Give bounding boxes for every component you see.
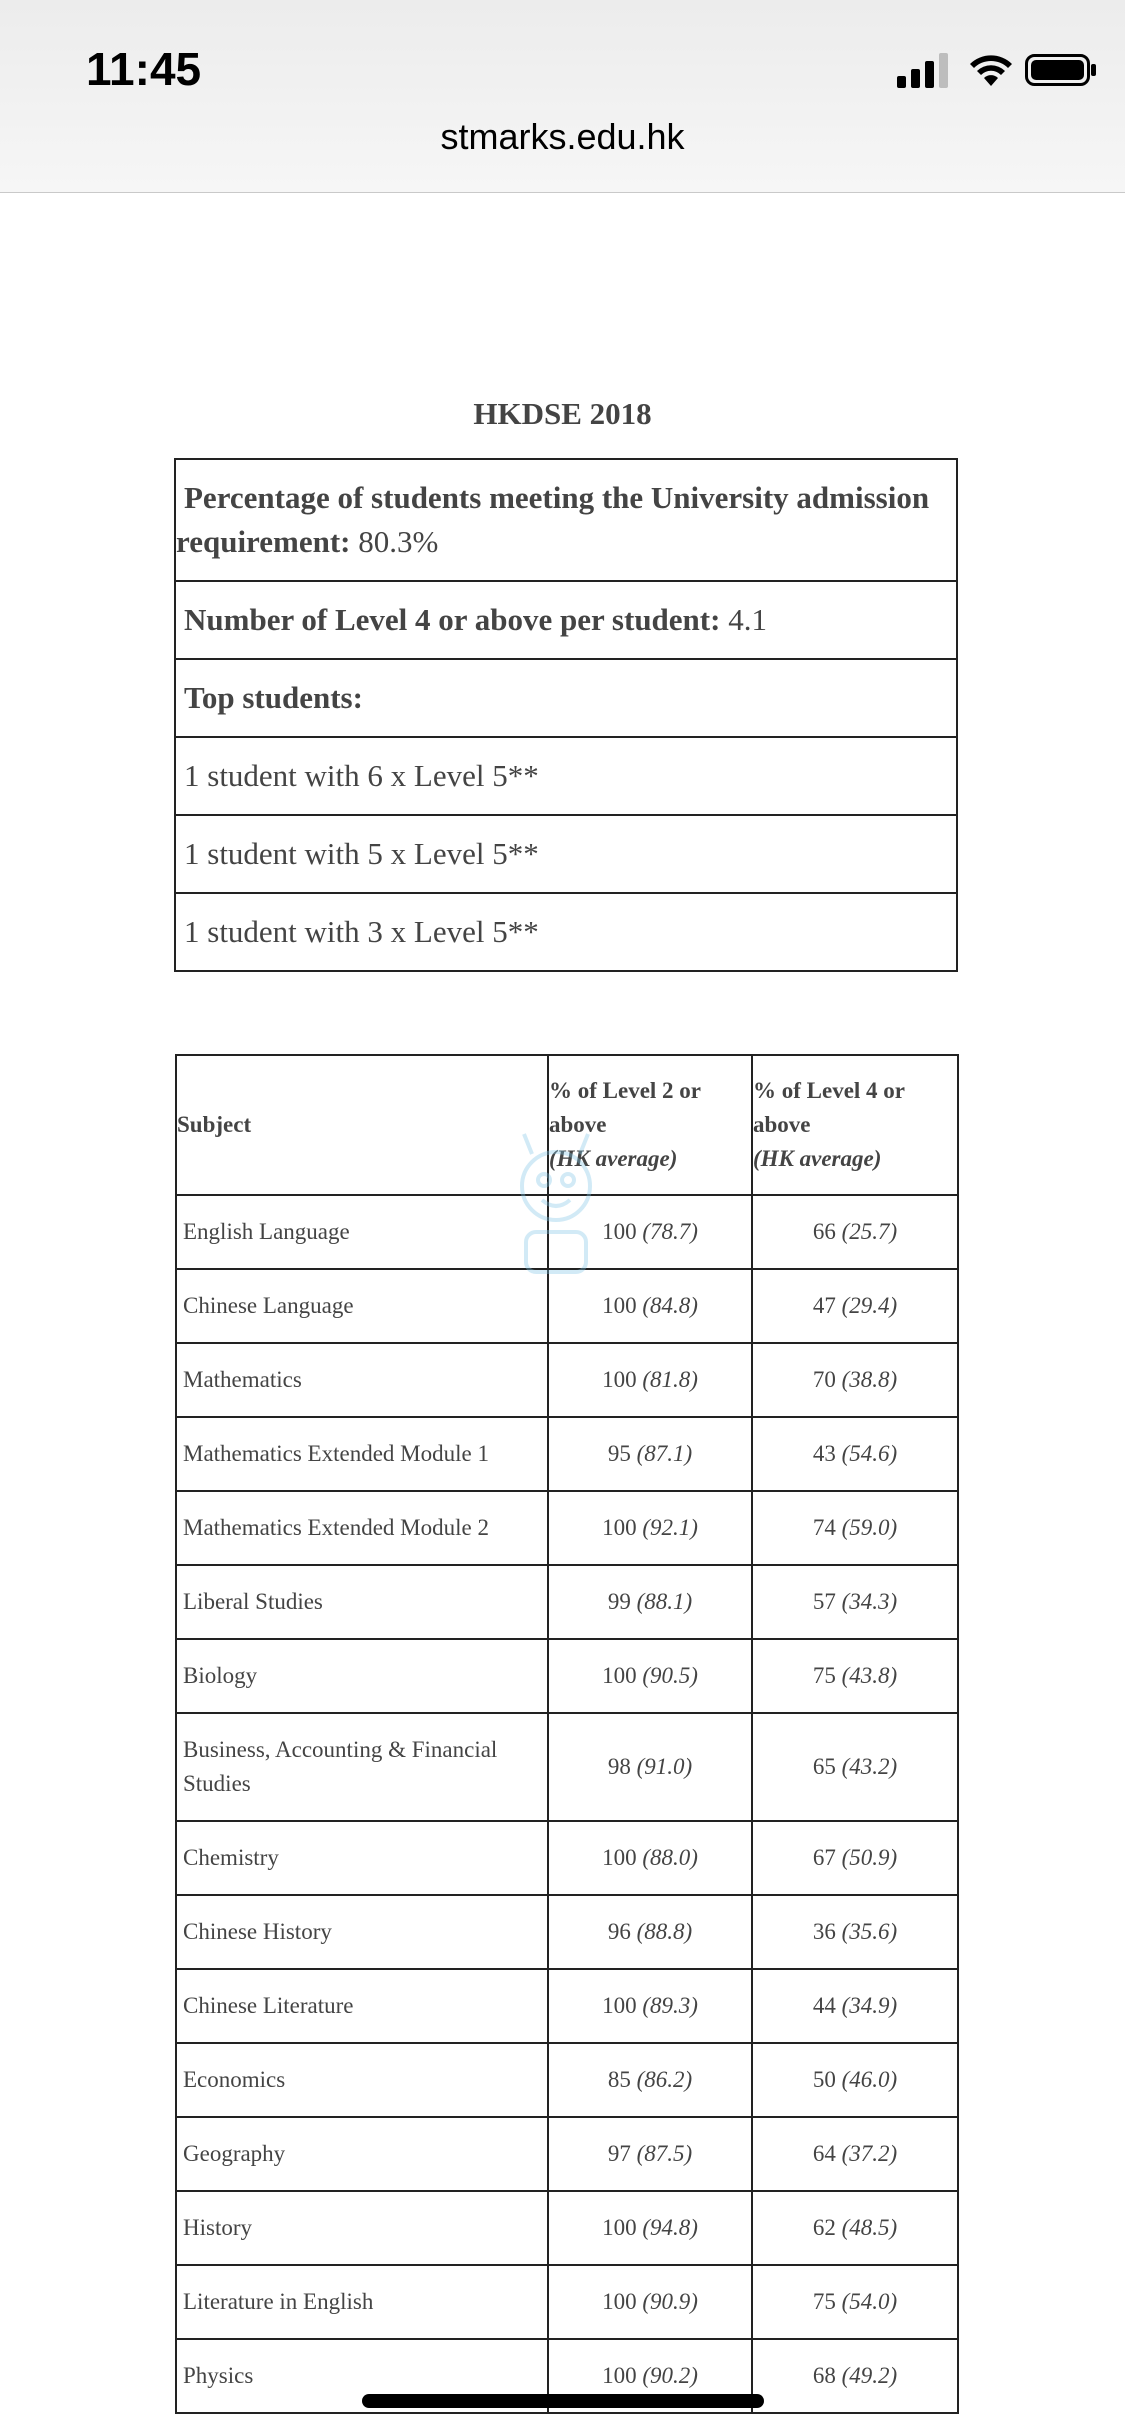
level2-cell-hk-average: (94.8) (642, 2215, 698, 2240)
level4-cell (175, 581, 957, 659)
top-students-label: Top students: (184, 680, 363, 715)
status-time: 11:45 (86, 43, 202, 95)
top-student-row (175, 893, 957, 971)
signal-icon (897, 52, 957, 88)
subject-cell: Geography (176, 2117, 548, 2191)
level2-cell-hk-average: (88.0) (642, 1845, 698, 1870)
top-student-row (175, 737, 957, 815)
level4-cell-hk-average: (25.7) (841, 1219, 898, 1244)
level2-cell-hk-average: (88.8) (636, 1919, 693, 1944)
level4-cell (752, 2265, 958, 2339)
level4-cell-hk-average: (29.4) (841, 1293, 898, 1318)
level4-cell (752, 1821, 958, 1895)
table-row (176, 2191, 958, 2265)
level2-cell-value: 100 (602, 1845, 637, 1870)
browser-top-bar (0, 0, 1125, 193)
top-student-row (175, 815, 957, 893)
subject-header: Subject (176, 1055, 548, 1195)
level2-cell (548, 2191, 752, 2265)
level4-cell-value: 50 (812, 2067, 836, 2092)
level4-cell-value: 47 (812, 1293, 836, 1318)
level4-cell (752, 1343, 958, 1417)
level2-cell (548, 1417, 752, 1491)
admission-cell (175, 459, 957, 581)
subject-cell: Biology (176, 1639, 548, 1713)
level2-cell (548, 1565, 752, 1639)
level4-cell-hk-average: (46.0) (841, 2067, 898, 2092)
level4-cell-hk-average: (34.9) (841, 1993, 898, 2018)
level4-cell-hk-average: (43.8) (841, 1663, 898, 1688)
subject-cell: Literature in English (176, 2265, 548, 2339)
level2-cell-hk-average: (78.7) (642, 1219, 698, 1244)
top-students-row (175, 659, 957, 737)
level2-cell-hk-average: (86.2) (636, 2067, 693, 2092)
level2-cell-hk-average: (81.8) (642, 1367, 698, 1392)
level4-cell-value: 64 (812, 2141, 836, 2166)
level4-cell-value: 43 (812, 1441, 836, 1466)
level2-cell-value: 100 (602, 1219, 637, 1244)
level2-cell-value: 99 (607, 1589, 631, 1614)
address-bar-url[interactable]: stmarks.edu.hk (440, 116, 685, 157)
level4-cell-hk-average: (43.2) (841, 1754, 898, 1779)
table-row (176, 1639, 958, 1713)
top-student-item: 1 student with 3 x Level 5** (175, 893, 957, 971)
level2-cell (548, 2117, 752, 2191)
level4-cell (752, 1491, 958, 1565)
results-body (176, 1195, 958, 2413)
subject-cell: Business, Accounting & Financial Studies (176, 1713, 548, 1821)
admission-row (175, 459, 957, 581)
level4-cell (752, 2117, 958, 2191)
level2-cell (548, 2043, 752, 2117)
level2-cell-hk-average: (87.5) (636, 2141, 693, 2166)
level4-cell-hk-average: (49.2) (841, 2363, 898, 2388)
subject-cell: Chemistry (176, 1821, 548, 1895)
level4-cell-value: 70 (812, 1367, 836, 1392)
level4-value: 4.1 (728, 602, 767, 637)
level2-cell-hk-average: (88.1) (636, 1589, 693, 1614)
level4-cell-value: 62 (812, 2215, 836, 2240)
table-row (176, 1565, 958, 1639)
level4-cell-value: 57 (812, 1589, 836, 1614)
level4-cell (752, 1269, 958, 1343)
level4-cell (752, 2191, 958, 2265)
level2-cell-value: 100 (602, 2289, 637, 2314)
level4-cell-value: 74 (812, 1515, 836, 1540)
level2-cell-hk-average: (87.1) (636, 1441, 693, 1466)
level4-cell-hk-average: (50.9) (841, 1845, 898, 1870)
level2-cell-value: 97 (607, 2141, 631, 2166)
level2-cell (548, 1895, 752, 1969)
level2-cell-hk-average: (90.2) (642, 2363, 698, 2388)
level4-cell-hk-average: (37.2) (841, 2141, 898, 2166)
wifi-icon (967, 52, 1015, 88)
mascot-watermark-icon (496, 1124, 616, 1294)
level4-header-hk-average: (HK average) (753, 1146, 882, 1171)
level4-cell (752, 1195, 958, 1269)
table-row (176, 1821, 958, 1895)
level4-cell-value: 75 (812, 1663, 836, 1688)
level2-cell-hk-average: (84.8) (642, 1293, 698, 1318)
level2-cell-value: 100 (602, 2363, 637, 2388)
level2-cell-value: 100 (602, 1993, 637, 2018)
level2-cell-value: 100 (602, 2215, 637, 2240)
subject-cell: Mathematics (176, 1343, 548, 1417)
table-row (176, 2265, 958, 2339)
level4-cell (752, 2043, 958, 2117)
subject-cell: Chinese Language (176, 1269, 548, 1343)
subject-cell: Physics (176, 2339, 548, 2413)
subject-cell: Mathematics Extended Module 1 (176, 1417, 548, 1491)
level4-cell-hk-average: (59.0) (841, 1515, 898, 1540)
level2-cell-value: 100 (602, 1515, 637, 1540)
table-row (176, 1713, 958, 1821)
level2-cell-hk-average: (90.5) (642, 1663, 698, 1688)
level2-cell-value: 100 (602, 1293, 637, 1318)
home-indicator[interactable] (362, 2394, 764, 2408)
table-row (176, 2043, 958, 2117)
level4-cell-value: 75 (812, 2289, 836, 2314)
level4-header (752, 1055, 958, 1195)
level4-cell-hk-average: (48.5) (841, 2215, 898, 2240)
level4-cell (752, 1417, 958, 1491)
level2-cell-value: 100 (602, 1663, 637, 1688)
level2-cell (548, 1969, 752, 2043)
top-student-item: 1 student with 5 x Level 5** (175, 815, 957, 893)
subject-cell: Economics (176, 2043, 548, 2117)
level4-cell (752, 1639, 958, 1713)
level4-cell (752, 1565, 958, 1639)
level2-cell-hk-average: (89.3) (642, 1993, 698, 2018)
top-students-cell (175, 659, 957, 737)
level4-cell-hk-average: (35.6) (841, 1919, 898, 1944)
subject-cell: Chinese Literature (176, 1969, 548, 2043)
admission-value: 80.3% (358, 524, 439, 559)
battery-icon (1025, 52, 1097, 88)
level2-cell-value: 85 (607, 2067, 631, 2092)
top-student-item: 1 student with 6 x Level 5** (175, 737, 957, 815)
level4-cell-hk-average: (54.6) (841, 1441, 898, 1466)
level4-cell (752, 1895, 958, 1969)
level2-cell (548, 1639, 752, 1713)
level4-cell (752, 2339, 958, 2413)
page-title: HKDSE 2018 (473, 396, 652, 431)
level4-cell (752, 1713, 958, 1821)
table-row (176, 2117, 958, 2191)
level4-label: Number of Level 4 or above per student: (184, 602, 721, 637)
table-row (176, 1895, 958, 1969)
level2-cell-hk-average: (91.0) (636, 1754, 693, 1779)
level2-cell-value: 100 (602, 1367, 637, 1392)
summary-table (174, 458, 958, 972)
admission-label: Percentage of students meeting the University admission requirement: (176, 480, 930, 559)
level4-cell-value: 44 (812, 1993, 836, 2018)
level4-row (175, 581, 957, 659)
level4-cell-hk-average: (38.8) (841, 1367, 898, 1392)
level4-cell-value: 67 (812, 1845, 836, 1870)
subject-cell: Liberal Studies (176, 1565, 548, 1639)
level2-cell (548, 1491, 752, 1565)
level4-cell-value: 66 (812, 1219, 836, 1244)
table-row (176, 1343, 958, 1417)
level2-header-hk-average: (HK average) (549, 1146, 678, 1171)
level2-cell (548, 1821, 752, 1895)
level4-cell-value: 36 (812, 1919, 836, 1944)
level4-cell-value: 65 (812, 1754, 836, 1779)
level4-cell-hk-average: (34.3) (841, 1589, 898, 1614)
table-row (176, 1491, 958, 1565)
level2-cell (548, 1343, 752, 1417)
level2-cell-value: 96 (607, 1919, 631, 1944)
level2-cell-value: 98 (607, 1754, 631, 1779)
table-row (176, 1969, 958, 2043)
subject-cell: English Language (176, 1195, 548, 1269)
level2-cell (548, 1713, 752, 1821)
level4-cell-value: 68 (812, 2363, 836, 2388)
level2-cell (548, 2265, 752, 2339)
subject-cell: History (176, 2191, 548, 2265)
level4-cell-hk-average: (54.0) (841, 2289, 898, 2314)
subject-cell: Mathematics Extended Module 2 (176, 1491, 548, 1565)
level2-header-text: % of Level 2 or above (549, 1078, 701, 1137)
level4-cell (752, 1969, 958, 2043)
level2-cell-hk-average: (90.9) (642, 2289, 698, 2314)
table-row (176, 1417, 958, 1491)
level2-cell-hk-average: (92.1) (642, 1515, 698, 1540)
level4-header-text: % of Level 4 or above (753, 1078, 905, 1137)
subject-cell: Chinese History (176, 1895, 548, 1969)
level2-cell-value: 95 (607, 1441, 631, 1466)
